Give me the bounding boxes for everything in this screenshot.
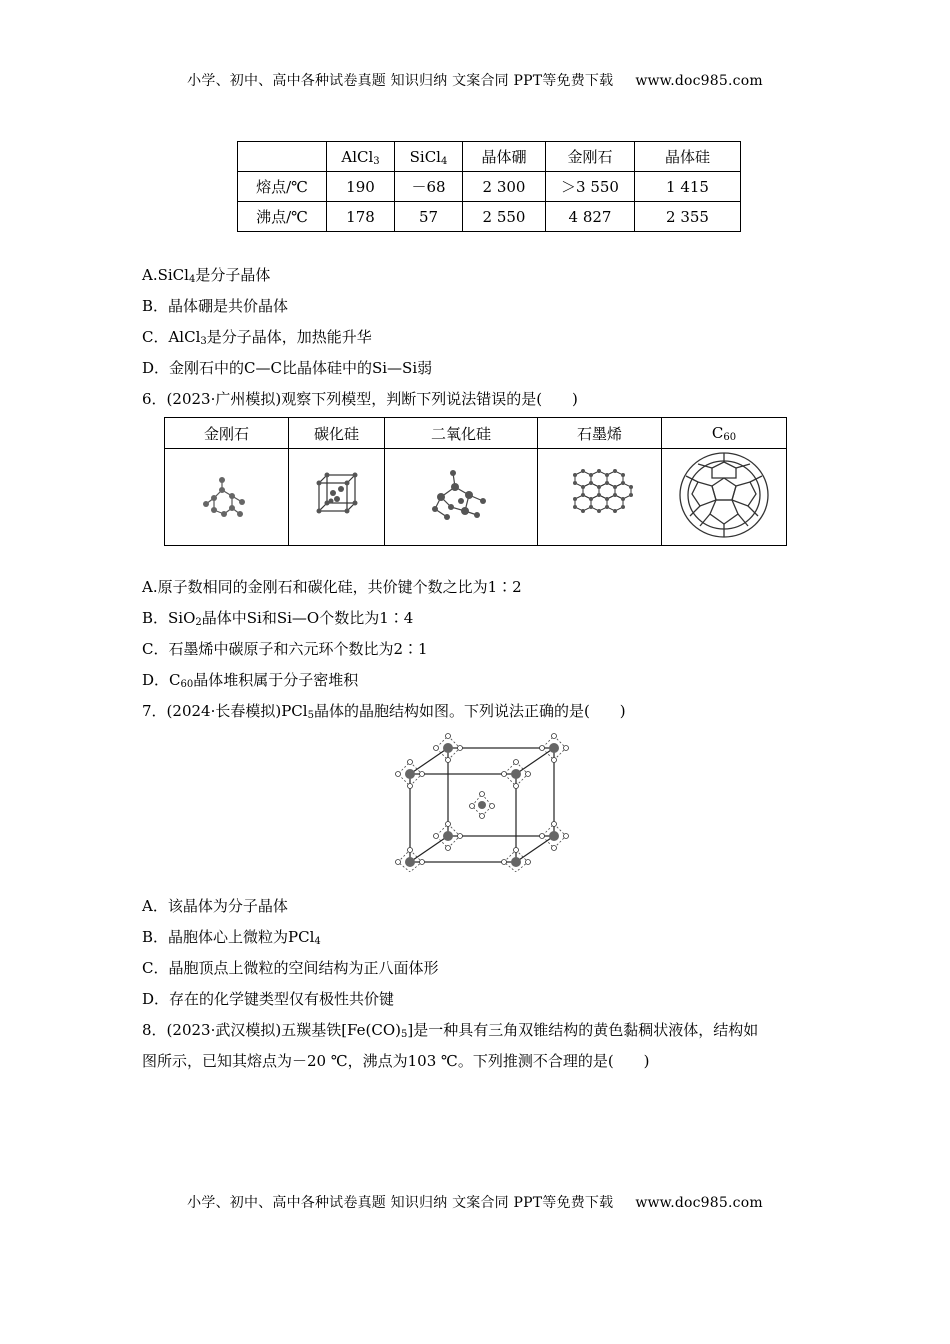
q5-option-c: C．AlCl$_3$是分子晶体，加热能升华	[142, 328, 372, 347]
table-cell: SiCl$_4$	[395, 142, 463, 172]
table-row	[238, 202, 741, 232]
q7-stem: 7．(2024·长春模拟)PCl$_5$晶体的晶胞结构如图。下列说法正确的是( )	[142, 702, 626, 721]
melting-boiling-table	[237, 141, 741, 232]
q6-option-b: B．SiO$_2$晶体中Si和Si—O个数比为1∶4	[142, 609, 414, 628]
q5-option-d: D．金刚石中的C—C比晶体硅中的Si—Si弱	[142, 359, 433, 377]
table-cell: 石墨烯	[538, 418, 662, 449]
q5-option-a: A.SiCl$_4$是分子晶体	[142, 266, 271, 285]
table-cell: 2 300	[463, 172, 546, 202]
table-cell: 57	[395, 202, 463, 232]
footer-text: 小学、初中、高中各种试卷真题 知识归纳 文案合同 PPT等免费下载	[187, 1195, 614, 1211]
q6-option-c: C．石墨烯中碳原子和六元环个数比为2∶1	[142, 640, 428, 658]
q7-option-a: A．该晶体为分子晶体	[142, 897, 288, 915]
crystal-models-table	[164, 417, 787, 546]
footer-url: www.doc985.com	[635, 1195, 763, 1211]
table-row	[238, 172, 741, 202]
table-cell: 二氧化硅	[385, 418, 538, 449]
table-row	[165, 449, 787, 546]
table-cell: 4 827	[546, 202, 635, 232]
q6-option-a: A.原子数相同的金刚石和碳化硅，共价键个数之比为1∶2	[142, 578, 522, 596]
table-cell: 晶体硼	[463, 142, 546, 172]
table-cell: 晶体硅	[635, 142, 741, 172]
table-cell: ＞3 550	[546, 172, 635, 202]
header-url: www.doc985.com	[635, 73, 763, 89]
table-cell: 190	[327, 172, 395, 202]
table-cell: 沸点/℃	[238, 202, 327, 232]
pcl5-unit-cell-figure	[388, 732, 570, 872]
q7-option-d: D．存在的化学键类型仅有极性共价键	[142, 990, 395, 1008]
q6-stem: 6．(2023·广州模拟)观察下列模型，判断下列说法错误的是( )	[142, 390, 578, 408]
table-cell	[238, 142, 327, 172]
table-cell: 金刚石	[165, 418, 289, 449]
table-cell: 熔点/℃	[238, 172, 327, 202]
c60-model-image	[662, 449, 787, 546]
q8-stem-line2: 图所示，已知其熔点为－20 ℃，沸点为103 ℃。下列推测不合理的是( )	[142, 1052, 650, 1070]
table-cell: －68	[395, 172, 463, 202]
table-cell: 金刚石	[546, 142, 635, 172]
table-cell: 178	[327, 202, 395, 232]
q6-option-d: D．$C_{60}$晶体堆积属于分子密堆积	[142, 671, 359, 690]
table-cell: $C_{60}$	[662, 418, 787, 449]
silicon-dioxide-model-image	[385, 449, 538, 546]
q7-option-b: B．晶胞体心上微粒为PCl$_4$	[142, 928, 321, 947]
table-cell: 1 415	[635, 172, 741, 202]
graphene-model-image	[538, 449, 662, 546]
q5-option-b: B．晶体硼是共价晶体	[142, 297, 289, 315]
table-header-row	[238, 142, 741, 172]
table-header-row	[165, 418, 787, 449]
table-cell: AlCl$_3$	[327, 142, 395, 172]
page-footer	[0, 1192, 950, 1212]
silicon-carbide-model-image	[289, 449, 385, 546]
table-cell: 2 355	[635, 202, 741, 232]
header-text: 小学、初中、高中各种试卷真题 知识归纳 文案合同 PPT等免费下载	[187, 73, 614, 89]
table-cell: 碳化硅	[289, 418, 385, 449]
table-cell: 2 550	[463, 202, 546, 232]
page-header	[0, 70, 950, 90]
q8-stem-line1: 8．(2023·武汉模拟)五羰基铁$[Fe(CO)_5]$是一种具有三角双锥结构的黄色黏稠状液体，结构如	[142, 1021, 759, 1040]
diamond-model-image	[165, 449, 289, 546]
q7-option-c: C．晶胞顶点上微粒的空间结构为正八面体形	[142, 959, 439, 977]
